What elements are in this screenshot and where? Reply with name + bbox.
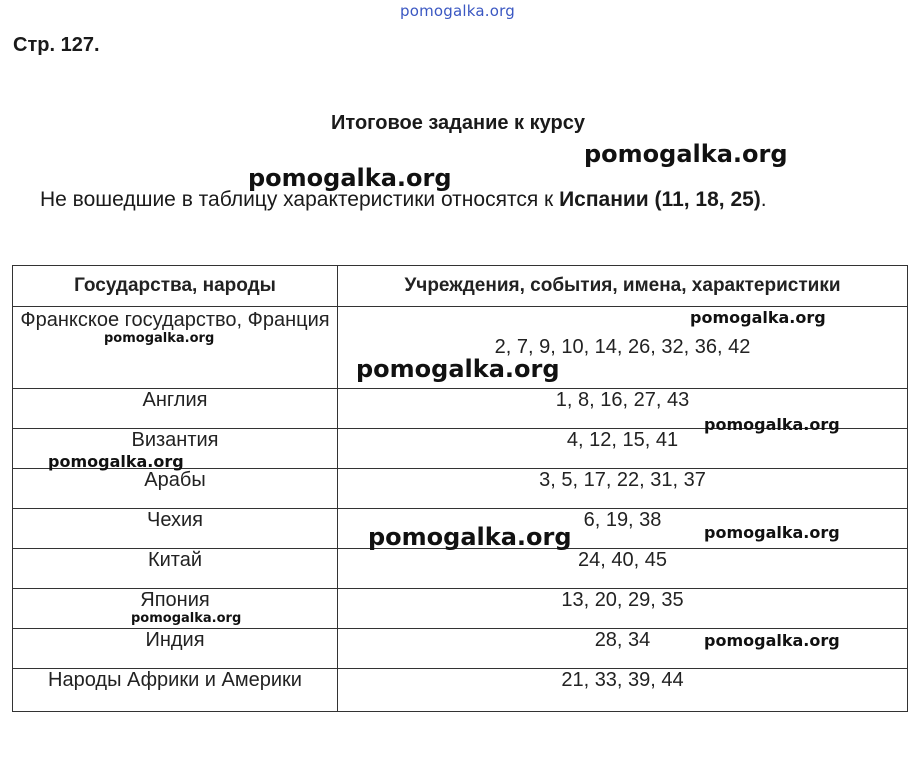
- intro-bold: Испании (11, 18, 25): [559, 188, 761, 211]
- values-cell: 2, 7, 9, 10, 14, 26, 32, 36, 42: [338, 307, 908, 389]
- intro-text: Не вошедшие в таблицу характеристики относятся к: [40, 188, 560, 211]
- country-cell: Арабы: [13, 469, 338, 509]
- page-title: Итоговое задание к курсу: [331, 112, 585, 134]
- watermark: pomogalka.org: [48, 452, 184, 471]
- watermark: pomogalka.org: [131, 611, 242, 626]
- watermark: pomogalka.org: [704, 415, 840, 434]
- country-cell: Франкское государство, Франция: [13, 307, 338, 389]
- country-cell: Китай: [13, 549, 338, 589]
- watermark: pomogalka.org: [368, 523, 572, 551]
- country-cell: Чехия: [13, 509, 338, 549]
- table-row: [13, 549, 908, 589]
- country-cell: Византия: [13, 429, 338, 469]
- values-cell: 28, 34: [338, 629, 908, 669]
- values-cell: 3, 5, 17, 22, 31, 37: [338, 469, 908, 509]
- table-row: [13, 669, 908, 712]
- watermark: pomogalka.org: [356, 355, 560, 383]
- page-number: Стр. 127.: [13, 34, 100, 56]
- table-header-row: [13, 266, 908, 307]
- country-cell: Индия: [13, 629, 338, 669]
- values-cell: 21, 33, 39, 44: [338, 669, 908, 712]
- country-cell: Англия: [13, 389, 338, 429]
- intro-tail: .: [760, 188, 767, 211]
- values-cell: 13, 20, 29, 35: [338, 589, 908, 629]
- values-cell: 24, 40, 45: [338, 549, 908, 589]
- column-header-characteristics: Учреждения, события, имена, характеристики: [338, 266, 908, 307]
- values-cell: 6, 19, 38: [338, 509, 908, 549]
- country-cell: Народы Африки и Америки: [13, 669, 338, 712]
- watermark: pomogalka.org: [584, 140, 788, 168]
- watermark: pomogalka.org: [690, 308, 826, 327]
- watermark: pomogalka.org: [704, 631, 840, 650]
- watermark: pomogalka.org: [248, 164, 452, 192]
- column-header-states: Государства, народы: [13, 266, 338, 307]
- country-cell: Япония: [13, 589, 338, 629]
- values-cell: 1, 8, 16, 27, 43: [338, 389, 908, 429]
- table-row: [13, 469, 908, 509]
- watermark: pomogalka.org: [104, 331, 215, 346]
- values-cell: 4, 12, 15, 41: [338, 429, 908, 469]
- watermark: pomogalka.org: [704, 523, 840, 542]
- top-watermark: pomogalka.org: [400, 2, 515, 20]
